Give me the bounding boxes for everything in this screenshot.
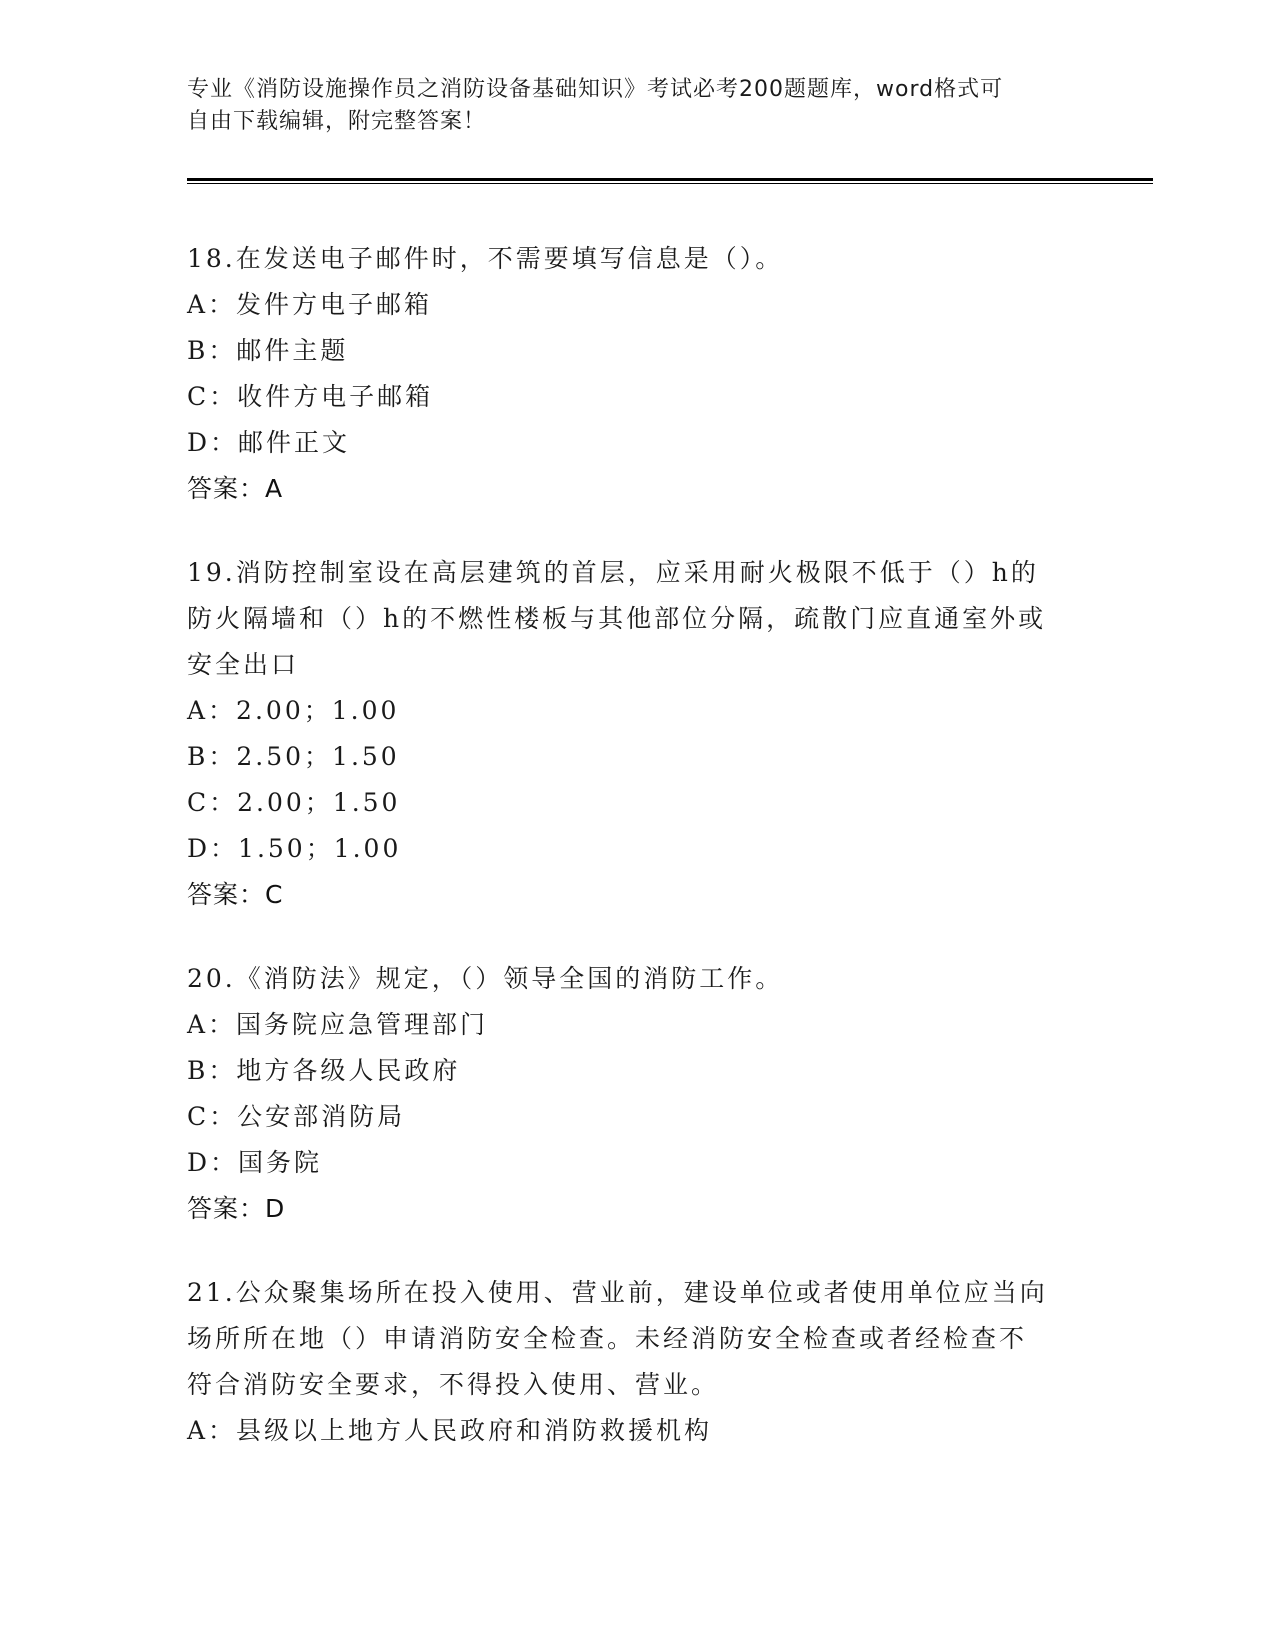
- answer-value: D: [265, 1194, 286, 1223]
- option-b: B：地方各级人民政府: [187, 1056, 461, 1085]
- question-stem: 20.《消防法》规定，（）领导全国的消防工作。: [187, 964, 784, 993]
- answer-label: 答案：: [187, 474, 266, 503]
- answer-value: A: [265, 474, 284, 503]
- question-stem-line-1: 21.公众聚集场所在投入使用、营业前，建设单位或者使用单位应当向: [187, 1278, 1048, 1307]
- question-21: [187, 1270, 1087, 1454]
- header-divider-thin: [187, 183, 1153, 184]
- option-a: A：国务院应急管理部门: [187, 1010, 489, 1039]
- option-c: C：公安部消防局: [187, 1102, 406, 1131]
- question-19: [187, 550, 1087, 918]
- question-stem-line-2: 场所所在地（）申请消防安全检查。未经消防安全检查或者经检查不: [187, 1324, 1028, 1353]
- option-a: A：2.00；1.00: [187, 696, 400, 725]
- answer-label: 答案：: [187, 880, 266, 909]
- option-a: A：发件方电子邮箱: [187, 290, 433, 319]
- answer-line: [187, 872, 1087, 918]
- document-header: [187, 74, 1067, 138]
- option-b: B：邮件主题: [187, 336, 349, 365]
- question-stem-line-3: 安全出口: [187, 650, 300, 679]
- question-stem-line-1: 19.消防控制室设在高层建筑的首层，应采用耐火极限不低于（）h的: [187, 558, 1039, 587]
- answer-line: [187, 466, 1087, 512]
- header-line-2: 自由下载编辑，附完整答案！: [187, 109, 487, 134]
- question-list: [187, 236, 1087, 1492]
- option-c: C：2.00；1.50: [187, 788, 401, 817]
- option-b: B：2.50；1.50: [187, 742, 400, 771]
- question-stem-line-2: 防火隔墙和（）h的不燃性楼板与其他部位分隔，疏散门应直通室外或: [187, 604, 1047, 633]
- answer-value: C: [265, 880, 284, 909]
- option-d: D：1.50；1.00: [187, 834, 402, 863]
- option-a: A：县级以上地方人民政府和消防救援机构: [187, 1416, 713, 1445]
- question-stem: 18.在发送电子邮件时，不需要填写信息是（）。: [187, 244, 784, 273]
- option-c: C：收件方电子邮箱: [187, 382, 434, 411]
- answer-line: [187, 1186, 1087, 1232]
- question-stem-line-3: 符合消防安全要求，不得投入使用、营业。: [187, 1370, 720, 1399]
- option-d: D：邮件正文: [187, 428, 351, 457]
- header-line-1: 专业《消防设施操作员之消防设备基础知识》考试必考200题题库，word格式可: [187, 77, 1004, 102]
- answer-label: 答案：: [187, 1194, 266, 1223]
- option-d: D：国务院: [187, 1148, 323, 1177]
- header-divider-thick: [187, 178, 1153, 181]
- question-20: [187, 956, 1087, 1232]
- question-18: [187, 236, 1087, 512]
